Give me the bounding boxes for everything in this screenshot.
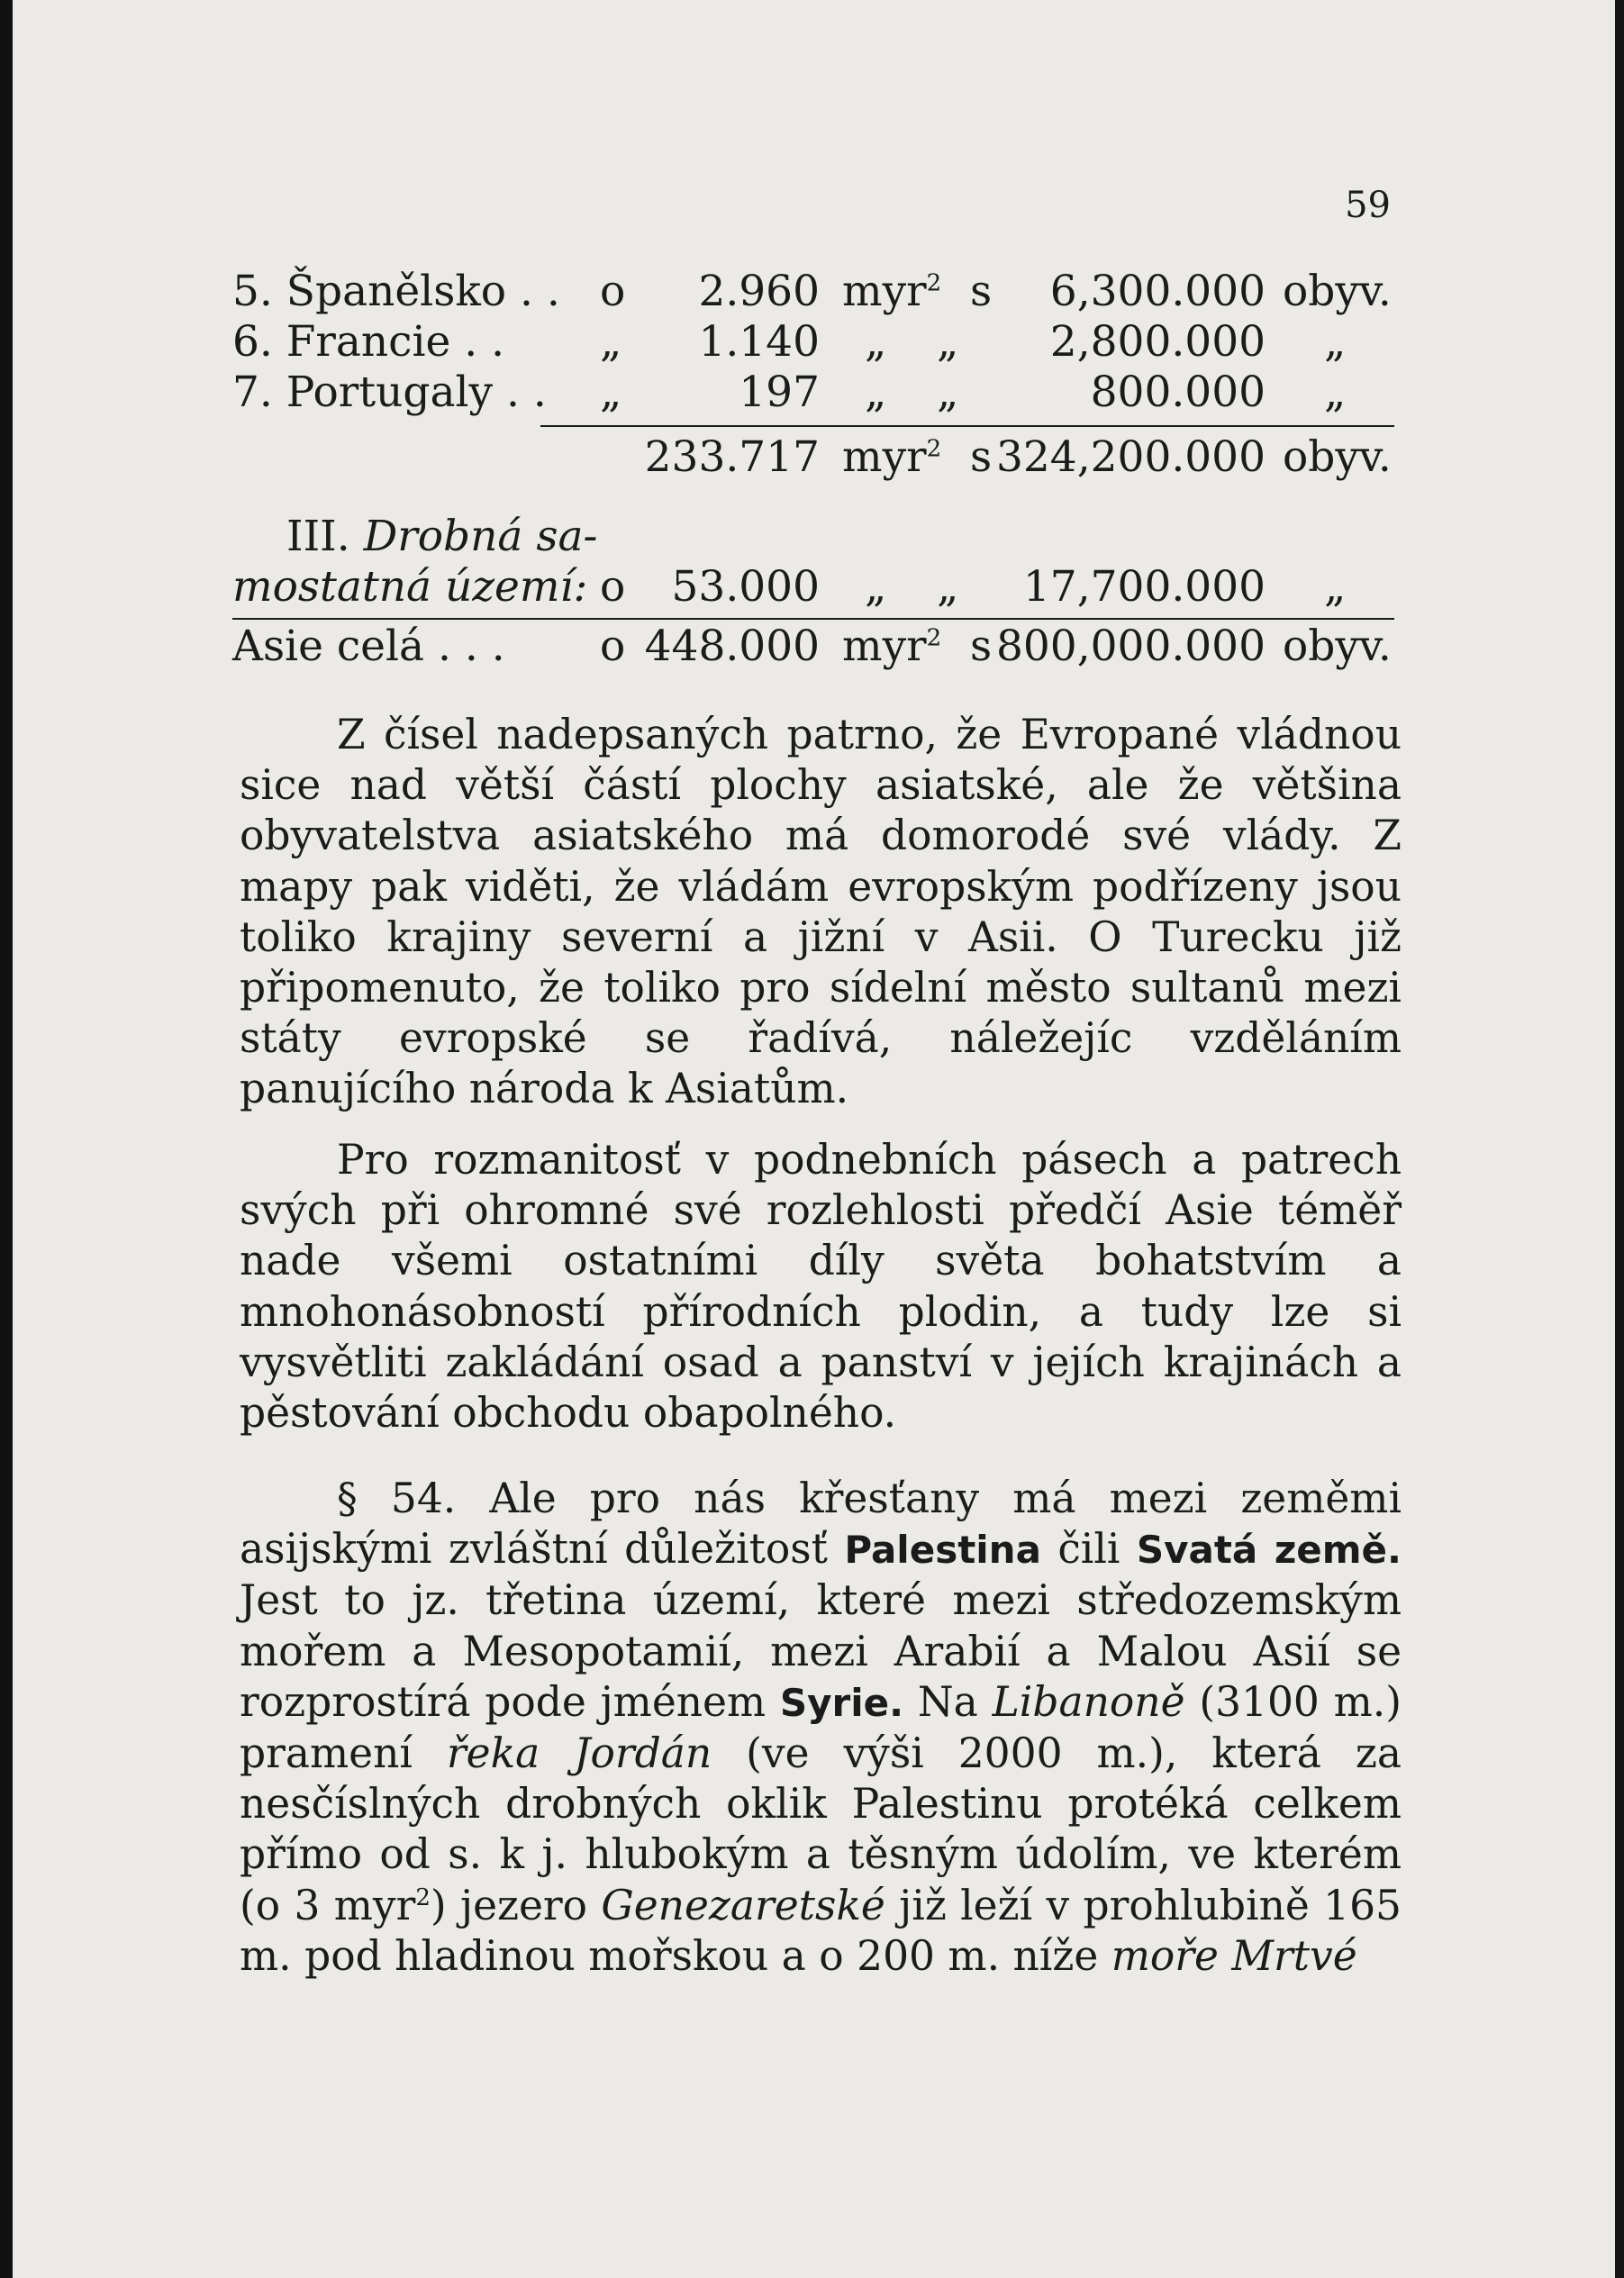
term-syrie: Syrie. xyxy=(779,1680,904,1725)
country-name: 7. Portugaly . . xyxy=(232,368,547,417)
population-value: 17,700.000 xyxy=(1022,562,1266,612)
area-unit: myr$^2$ xyxy=(842,267,942,316)
population-prefix: „ xyxy=(937,562,959,612)
subtotal-area: 233.717 xyxy=(644,432,820,482)
total-area: 448.000 xyxy=(644,622,820,671)
population-unit: obyv. xyxy=(1283,267,1392,316)
area-unit: „ xyxy=(865,562,887,612)
term-genezaret: Genezaretské xyxy=(601,1881,885,1929)
subtotal-row xyxy=(0,432,1624,483)
country-name: 5. Španělsko . . xyxy=(232,267,560,316)
population-unit: „ xyxy=(1324,562,1347,612)
area-unit: myr$^2$ xyxy=(842,432,942,482)
paragraph-text: Pro rozmanitosť v podnebních pásech a patrech svých při ohromné své rozlehlosti předčí Asie téměř nade všemi ostatními díly světa bohatstvím a mnohonásobností přírodních plodin, a tudy lze si vysvětliti zakládání osad a panství v jejích krajinách a pěstování obchodu obapolného. xyxy=(240,1136,1402,1438)
total-rule xyxy=(232,618,1394,620)
term-svata-zeme: Svatá země. xyxy=(1136,1528,1402,1573)
term-libanon: Libanoně xyxy=(992,1677,1185,1726)
population-prefix: s xyxy=(970,432,993,482)
area-prefix: „ xyxy=(600,317,622,367)
area-prefix: „ xyxy=(600,368,622,417)
area-value: 2.960 xyxy=(698,267,820,316)
table-row xyxy=(0,368,1624,418)
section-iii-heading xyxy=(286,512,597,562)
total-row xyxy=(0,622,1624,672)
paragraph-text: čili xyxy=(1040,1525,1137,1574)
term-mrtve-more: moře Mrtvé xyxy=(1111,1931,1357,1980)
population-unit: obyv. xyxy=(1283,432,1392,482)
population-value: 2,800.000 xyxy=(1049,317,1266,367)
table-row xyxy=(0,267,1624,317)
area-value: 197 xyxy=(739,368,820,417)
subtotal-rule xyxy=(540,425,1394,427)
section-numeral: III. xyxy=(286,512,350,561)
country-name: 6. Francie . . xyxy=(232,317,505,367)
population-value: 800.000 xyxy=(1090,368,1266,417)
paragraph-text: již leží v prohlubině 165 m. pod hladinou mořskou a o 200 m. níže xyxy=(240,1881,1402,1980)
population-unit: obyv. xyxy=(1283,622,1392,671)
population-value: 6,300.000 xyxy=(1049,267,1266,316)
section-title: Drobná sa- xyxy=(363,512,598,561)
paragraph-text: § 54. Ale pro nás křesťany má mezi zeměmi asijskými zvláštní důležitosť xyxy=(240,1475,1402,1574)
paragraph-europeans xyxy=(240,710,1402,1115)
superscript: 2 xyxy=(415,1883,431,1911)
population-unit: „ xyxy=(1324,317,1347,367)
page-number: 59 xyxy=(1345,185,1391,226)
paragraph-text: (ve výši 2000 m.), která za nesčíslných drobných oklik Palestinu protéká celkem přímo od s. k j. hlubokým a těsným údolím, ve kterém (o 3 myr xyxy=(240,1729,1402,1929)
total-label: Asie celá . . . xyxy=(232,622,505,671)
table-row xyxy=(0,317,1624,368)
population-prefix: s xyxy=(970,267,993,316)
paragraph-diversity xyxy=(240,1135,1402,1438)
paragraph-palestine xyxy=(240,1474,1402,1982)
area-value: 1.140 xyxy=(698,317,820,367)
table-row xyxy=(0,562,1624,613)
subtotal-population: 324,200.000 xyxy=(995,432,1266,482)
paragraph-text: Jest to jz. třetina území, které mezi středozemským mořem a Mesopotamií, mezi Arabií a Malou Asií se rozprostírá pode jménem xyxy=(240,1576,1402,1726)
area-value: 53.000 xyxy=(671,562,820,612)
term-jordan: řeka Jordán xyxy=(446,1729,712,1778)
section-title-continued: mostatná území: xyxy=(232,562,588,612)
population-prefix: s xyxy=(970,622,993,671)
area-prefix: o xyxy=(600,622,626,671)
population-prefix: „ xyxy=(937,368,959,417)
population-unit: „ xyxy=(1324,368,1347,417)
paragraph-text: (3100 m.) pramení xyxy=(240,1677,1402,1778)
area-unit: myr$^2$ xyxy=(842,622,942,671)
total-population: 800,000.000 xyxy=(995,622,1266,671)
area-unit: „ xyxy=(865,368,887,417)
area-prefix: o xyxy=(600,562,626,612)
population-prefix: „ xyxy=(937,317,959,367)
area-unit: „ xyxy=(865,317,887,367)
paragraph-text: Z čísel nadepsaných patrno, že Evropané vládnou sice nad větší částí plochy asiatské, ale že většina obyvatelstva asiatského má domorodé své vlády. Z mapy pak viděti, že vládám evropským podřízeny jsou toliko krajiny severní a jižní v Asii. O Turecku již připomenuto, že toliko pro sídelní město sultanů mezi státy evropské se řadívá, náležejíc vzděláním panujícího národa k Asiatům. xyxy=(240,711,1402,1113)
area-prefix: o xyxy=(600,267,626,316)
paragraph-text: Na xyxy=(903,1677,993,1726)
paragraph-text: ) jezero xyxy=(430,1881,602,1929)
term-palestina: Palestina xyxy=(844,1528,1041,1573)
